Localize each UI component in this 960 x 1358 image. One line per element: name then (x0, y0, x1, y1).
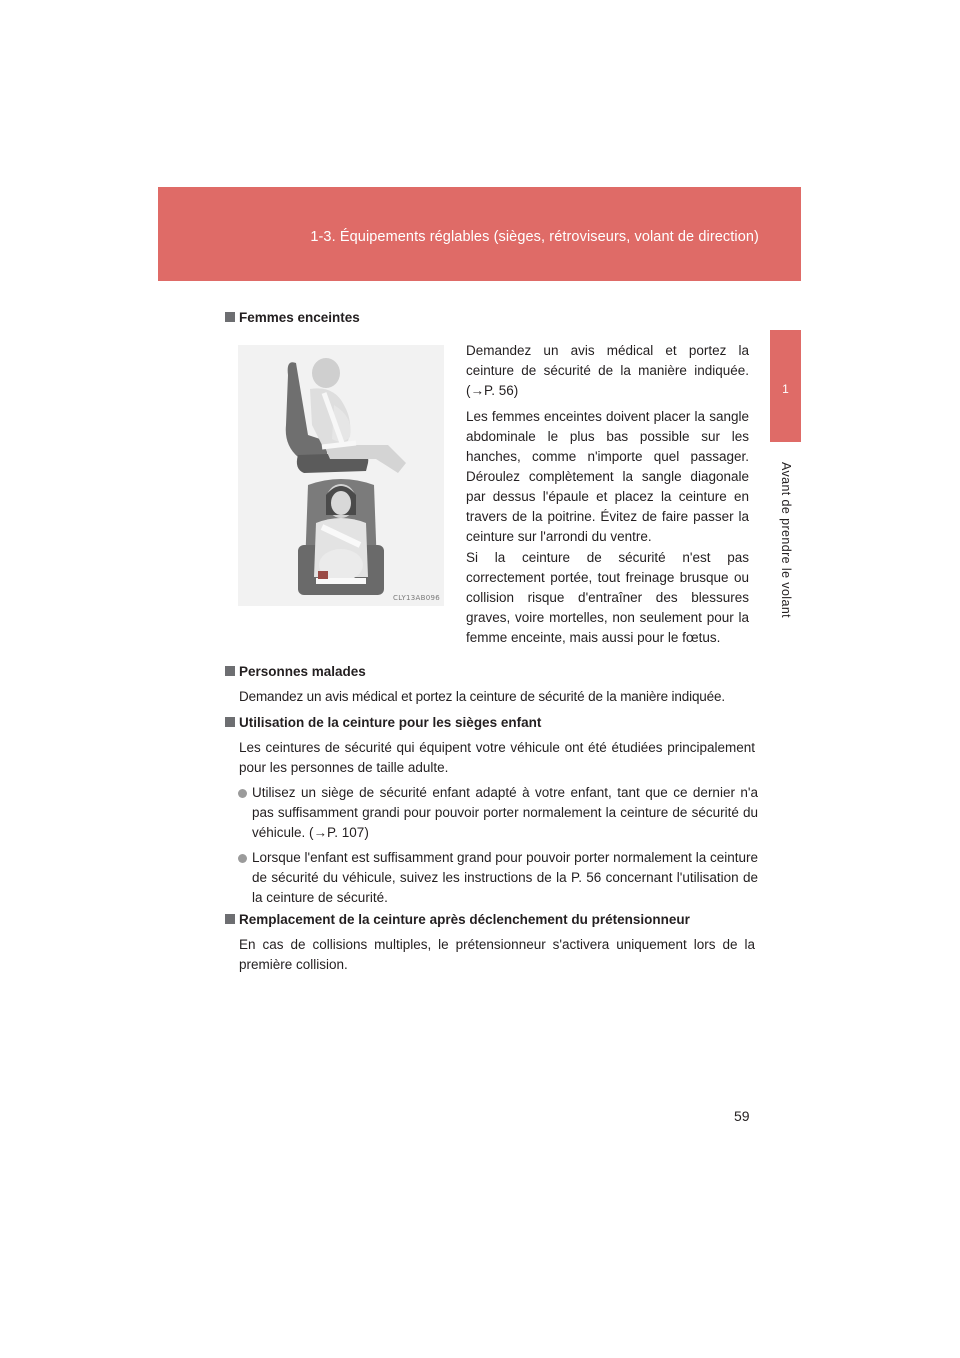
square-bullet-icon (225, 914, 235, 924)
heading-pregnant-women-text: Femmes enceintes (239, 310, 360, 325)
pregnant-paragraph-2: Les femmes enceintes doivent placer la sangle abdominale le plus bas possible sur les hanches, comme n'importe quel passager. Déroulez complètement la sangle diagonale par dessus l'épaule et placez la ceinture en travers de la poitrine. Évitez de faire passer la ceinture sur l'arrondi du ventre. (466, 409, 749, 544)
chapter-side-label: Avant de prendre le volant (779, 461, 793, 619)
heading-sick-persons (225, 664, 366, 679)
list-item (238, 783, 758, 843)
heading-pretensioner-replacement (225, 912, 690, 927)
chapter-title: 1-3. Équipements réglables (sièges, rétroviseurs, volant de direction) (310, 229, 759, 245)
pregnant-seatbelt-illustration (238, 345, 444, 606)
page-number: 59 (734, 1108, 750, 1124)
child-seats-bullet-1: Utilisez un siège de sécurité enfant adapté à votre enfant, tant que ce dernier n'a pas suffisamment grandi pour pouvoir porter normalement la ceinture de sécurité du véhicule. (→P. 107) (252, 785, 758, 840)
child-seats-bullet-2: Lorsque l'enfant est suffisamment grand pour pouvoir porter normalement la ceinture de sécurité du véhicule, suivez les instructions de la P. 56 concernant l'utilisation de la ceinture de sécurité. (252, 850, 758, 905)
chapter-header-band (158, 187, 801, 281)
figure-code-label: CLY13AB096 (393, 594, 440, 602)
list-item (238, 848, 758, 908)
heading-child-seats-text: Utilisation de la ceinture pour les sièges enfant (239, 715, 542, 730)
pregnant-paragraph-1: Demandez un avis médical et portez la ceinture de sécurité de la manière indiquée. (→P. 56) (466, 343, 749, 398)
heading-sick-persons-text: Personnes malades (239, 664, 366, 679)
pregnant-paragraph-3: Si la ceinture de sécurité n'est pas correctement portée, tout freinage brusque ou collision risque d'entraîner des blessures graves, voire mortelles, non seulement pour la femme enceinte, mais aussi pour le fœtus. (466, 550, 749, 645)
seatbelt-figure-svg (238, 345, 444, 606)
child-seats-text: Les ceintures de sécurité qui équipent votre véhicule ont été étudiées principalement pour les personnes de taille adulte. (239, 740, 755, 775)
pretensioner-replacement-text: En cas de collisions multiples, le prétensionneur s'activera uniquement lors de la première collision. (239, 937, 755, 972)
round-bullet-icon (238, 789, 247, 798)
round-bullet-icon (238, 854, 247, 863)
heading-pregnant-women (225, 310, 360, 325)
heading-pretensioner-replacement-text: Remplacement de la ceinture après déclenchement du prétensionneur (239, 912, 690, 927)
heading-child-seats (225, 715, 541, 730)
square-bullet-icon (225, 717, 235, 727)
chapter-number: 1 (782, 382, 789, 396)
square-bullet-icon (225, 312, 235, 322)
sick-persons-text: Demandez un avis médical et portez la ceinture de sécurité de la manière indiquée. (239, 689, 725, 704)
square-bullet-icon (225, 666, 235, 676)
